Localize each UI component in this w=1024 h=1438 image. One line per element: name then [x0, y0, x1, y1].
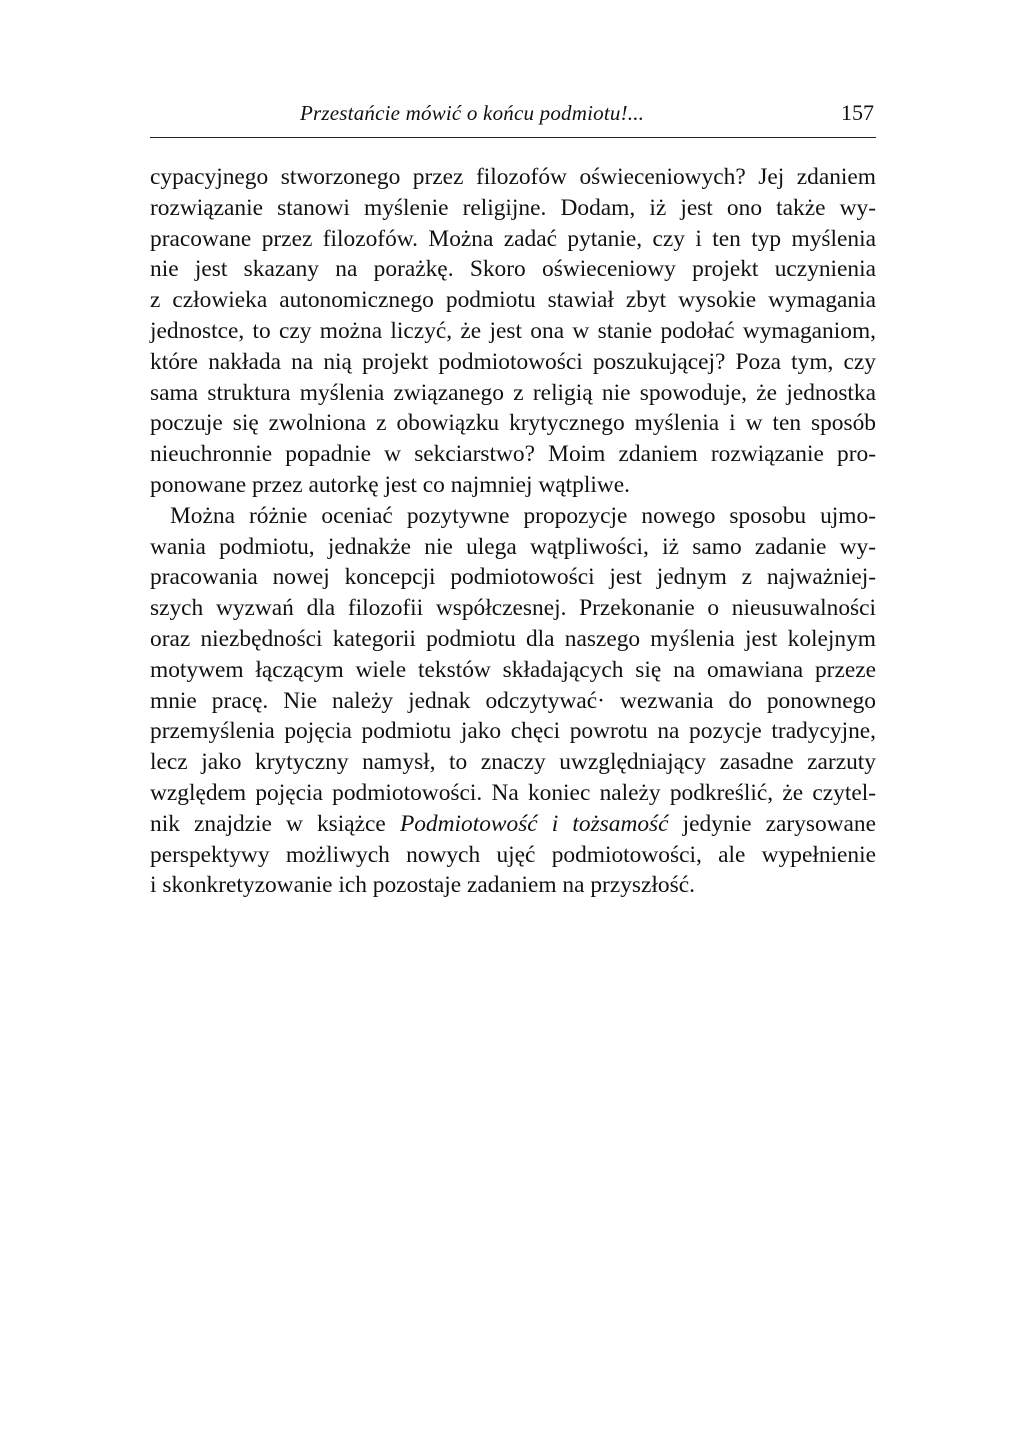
text-line: które nakłada na nią projekt podmiotowości poszukującej? Poza tym, czy — [150, 348, 876, 375]
text-line: ponowane przez autorkę jest co najmniej wątpliwe. — [150, 471, 630, 498]
text-line: perspektywy możliwych nowych ujęć podmiotowości, ale wypełnienie — [150, 841, 876, 868]
body-text — [150, 162, 876, 901]
text-line: cypacyjnego stworzonego przez filozofów oświeceniowych? Jej zdaniem — [150, 164, 876, 190]
text-line: sama struktura myślenia związanego z religią nie spowoduje, że jednostka — [150, 379, 876, 406]
book-title: Podmiotowość i tożsamość — [399, 810, 669, 837]
text-line-with-book-title — [150, 809, 876, 840]
text-fragment: jedynie zarysowane — [682, 810, 876, 837]
text-line: jednostce, to czy można liczyć, że jest ona w stanie podołać wymaganiom, — [150, 317, 876, 344]
text-line: lecz jako krytyczny namysł, to znaczy uwzględniający zasadne zarzuty — [150, 749, 876, 776]
text-line: wania podmiotu, jednakże nie ulega wątpliwości, iż samo zadanie wy- — [150, 533, 876, 560]
text-line: pracowane przez filozofów. Można zadać pytanie, czy i ten typ myślenia — [150, 225, 876, 252]
text-line: nieuchronnie popadnie w sekciarstwo? Moim zdaniem rozwiązanie pro- — [150, 441, 876, 468]
text-fragment: nik znajdzie w książce — [150, 810, 386, 837]
paragraph-start-line: Można różnie oceniać pozytywne propozycje nowego sposobu ujmo- — [170, 502, 876, 529]
text-line: mnie pracę. Nie należy jednak odczytywać· wezwania do ponownego — [150, 687, 876, 714]
page-header — [150, 97, 876, 138]
text-line: względem pojęcia podmiotowości. Na koniec należy podkreślić, że czytel- — [150, 779, 876, 806]
text-line: szych wyzwań dla filozofii współczesnej. Przekonanie o nieusuwalności — [150, 595, 876, 622]
text-line: motywem łączącym wiele tekstów składających się na omawiana przeze — [150, 656, 876, 683]
text-line: pracowania nowej koncepcji podmiotowości jest jednym z najważniej- — [150, 564, 876, 591]
text-line: nie jest skazany na porażkę. Skoro oświeceniowy projekt uczynienia — [150, 256, 876, 283]
text-line: poczuje się zwolniona z obowiązku krytycznego myślenia i w ten sposób — [150, 410, 876, 437]
text-line: i skonkretyzowanie ich pozostaje zadaniem na przyszłość. — [150, 872, 695, 899]
page-number: 157 — [841, 100, 874, 125]
text-line: przemyślenia pojęcia podmiotu jako chęci powrotu na pozycje tradycyjne, — [150, 718, 876, 745]
running-title: Przestańcie mówić o końcu podmiotu!... — [300, 101, 645, 125]
text-line: oraz niezbędności kategorii podmiotu dla naszego myślenia jest kolejnym — [150, 625, 876, 652]
text-line: rozwiązanie stanowi myślenie religijne. Dodam, iż jest ono także wy- — [150, 194, 876, 221]
text-line: z człowieka autonomicznego podmiotu stawiał zbyt wysokie wymagania — [150, 287, 876, 314]
